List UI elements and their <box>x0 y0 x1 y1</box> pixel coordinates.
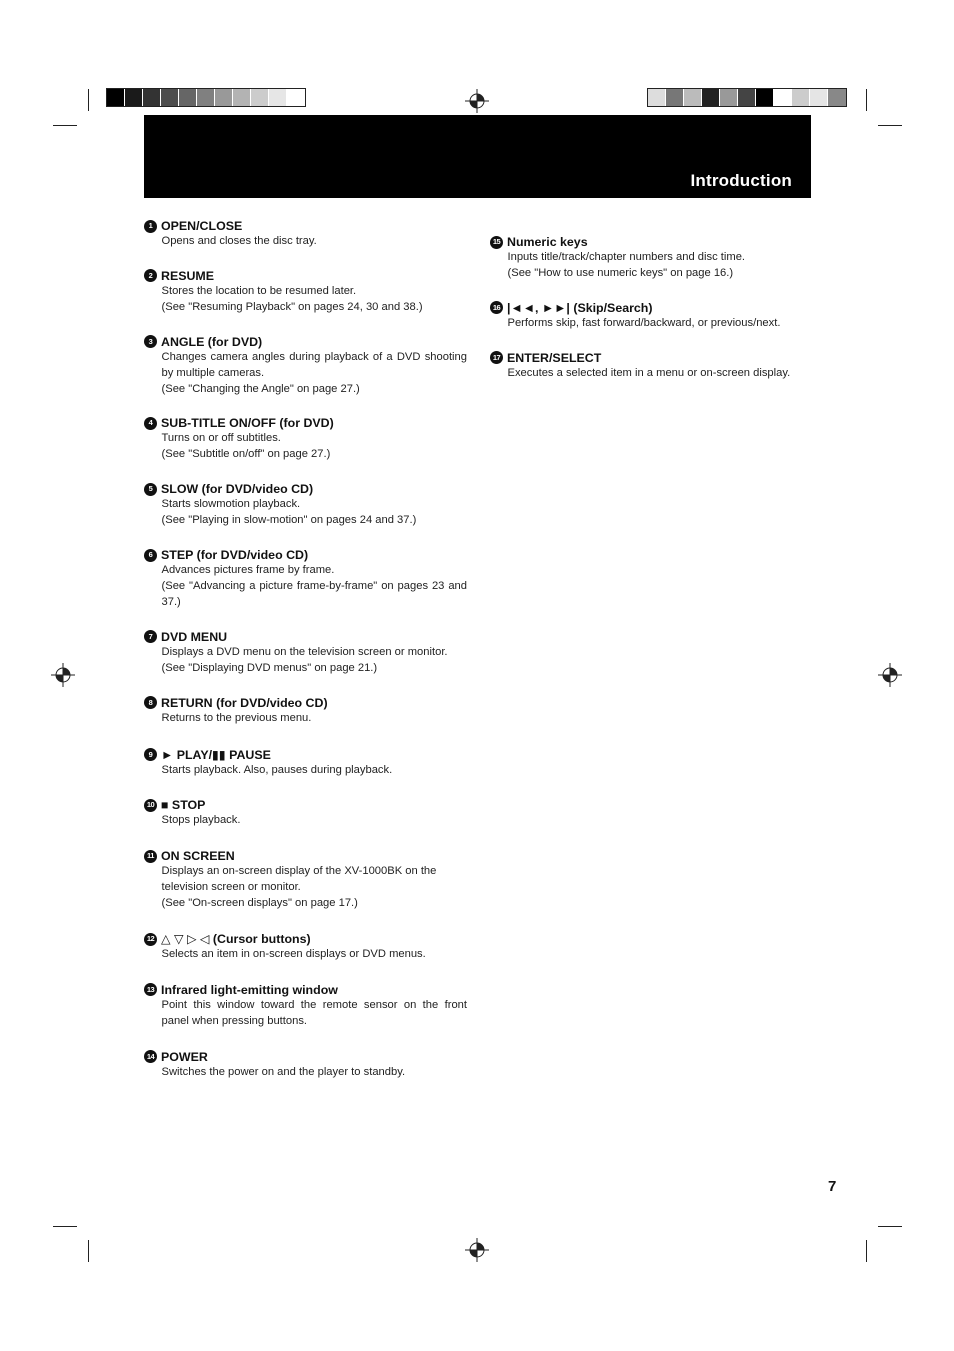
item-description: Advances pictures frame by frame. <box>161 564 335 577</box>
page-number: 7 <box>828 1178 837 1195</box>
list-item <box>144 695 467 727</box>
item-title: ► PLAY/▮▮ PAUSE <box>161 747 271 762</box>
item-description: Starts playback. Also, pauses during playback. <box>161 763 393 776</box>
item-title: |◄◄, ►►| (Skip/Search) <box>507 300 653 315</box>
crop-mark <box>53 125 77 126</box>
crop-mark <box>53 1226 77 1227</box>
list-item <box>144 268 467 316</box>
crop-mark <box>866 89 867 111</box>
item-description: Selects an item in on-screen displays or DVD menus. <box>161 948 426 961</box>
item-description: Starts slowmotion playback. <box>161 498 301 511</box>
item-title: STEP (for DVD/video CD) <box>161 548 309 563</box>
item-description: Point this window toward the remote sensor on the front panel when pressing buttons. <box>161 998 467 1027</box>
item-number-badge: 12 <box>144 933 157 946</box>
crop-mark <box>866 1240 867 1262</box>
item-reference: (See "Subtitle on/off" on page 27.) <box>161 448 331 461</box>
list-item <box>144 481 467 529</box>
item-number-badge: 17 <box>490 351 503 364</box>
item-title: Infrared light-emitting window <box>161 982 338 997</box>
list-item <box>144 848 467 912</box>
list-item <box>144 415 467 463</box>
registration-target-icon <box>51 663 75 687</box>
crop-mark <box>88 1240 89 1262</box>
item-reference: (See "Resuming Playback" on pages 24, 30 and 38.) <box>161 300 423 313</box>
item-description: Displays a DVD menu on the television screen or monitor. <box>161 645 448 658</box>
crop-mark <box>88 89 89 111</box>
item-number-badge: 7 <box>144 630 157 643</box>
item-title: RETURN (for DVD/video CD) <box>161 695 328 710</box>
item-description: Returns to the previous menu. <box>161 711 312 724</box>
item-title: ANGLE (for DVD) <box>161 334 263 349</box>
item-number-badge: 1 <box>144 220 157 233</box>
item-title: ■ STOP <box>161 798 206 813</box>
item-reference: (See "On-screen displays" on page 17.) <box>161 897 358 910</box>
item-title: ENTER/SELECT <box>507 350 602 365</box>
item-title: OPEN/CLOSE <box>161 219 243 233</box>
item-number-badge: 11 <box>144 850 157 863</box>
item-title: Numeric keys <box>507 235 588 249</box>
registration-target-icon <box>465 1238 489 1262</box>
item-number-badge: 2 <box>144 269 157 282</box>
color-calibration-bar <box>647 88 847 107</box>
list-item <box>490 300 815 332</box>
item-description: Switches the power on and the player to standby. <box>161 1065 406 1078</box>
item-reference: (See "How to use numeric keys" on page 16.) <box>507 266 734 279</box>
item-title: RESUME <box>161 268 215 283</box>
item-description: Stops playback. <box>161 814 241 827</box>
item-number-badge: 5 <box>144 483 157 496</box>
list-item <box>144 797 467 829</box>
item-number-badge: 6 <box>144 549 157 562</box>
section-title: Introduction <box>690 171 792 190</box>
list-item <box>144 629 467 677</box>
right-column <box>490 234 815 382</box>
list-item <box>144 931 467 963</box>
item-title: SUB-TITLE ON/OFF (for DVD) <box>161 416 334 431</box>
list-item <box>144 547 467 611</box>
item-title: SLOW (for DVD/video CD) <box>161 482 314 497</box>
item-description: Displays an on-screen display of the XV-1000BK on the television screen or monitor. <box>161 865 437 894</box>
item-number-badge: 9 <box>144 748 157 761</box>
item-description: Changes camera angles during playback of a DVD shooting by multiple cameras. <box>161 350 467 379</box>
item-description: Inputs title/track/chapter numbers and disc time. <box>507 251 746 263</box>
registration-target-icon <box>465 89 489 113</box>
item-description: Stores the location to be resumed later. <box>161 284 357 297</box>
item-number-badge: 15 <box>490 236 503 249</box>
list-item <box>144 747 467 779</box>
item-title: DVD MENU <box>161 629 228 644</box>
list-item <box>144 982 467 1030</box>
item-number-badge: 16 <box>490 301 503 314</box>
list-item <box>144 218 467 250</box>
list-item <box>144 1049 467 1081</box>
item-description: Performs skip, fast forward/backward, or previous/next. <box>507 316 781 329</box>
item-reference: (See "Playing in slow-motion" on pages 24 and 37.) <box>161 514 417 527</box>
item-description: Opens and closes the disc tray. <box>161 235 317 247</box>
section-header-banner <box>144 115 811 198</box>
item-reference: (See "Displaying DVD menus" on page 21.) <box>161 661 378 674</box>
crop-mark <box>878 125 902 126</box>
item-title: △ ▽ ▷ ◁ (Cursor buttons) <box>161 932 311 947</box>
item-number-badge: 10 <box>144 799 157 812</box>
item-number-badge: 3 <box>144 335 157 348</box>
crop-mark <box>878 1226 902 1227</box>
list-item <box>490 234 815 282</box>
registration-target-icon <box>878 663 902 687</box>
item-description: Executes a selected item in a menu or on-screen display. <box>507 366 791 379</box>
item-title: ON SCREEN <box>161 849 235 864</box>
item-number-badge: 13 <box>144 983 157 996</box>
item-reference: (See "Changing the Angle" on page 27.) <box>161 382 360 395</box>
list-item <box>144 334 467 398</box>
item-number-badge: 4 <box>144 417 157 430</box>
item-reference: (See "Advancing a picture frame-by-frame" on pages 23 and 37.) <box>161 579 467 608</box>
item-title: POWER <box>161 1049 208 1064</box>
left-column <box>144 218 467 1081</box>
item-number-badge: 8 <box>144 696 157 709</box>
list-item <box>490 350 815 382</box>
color-calibration-bar <box>106 88 306 107</box>
item-description: Turns on or off subtitles. <box>161 432 281 445</box>
item-number-badge: 14 <box>144 1050 157 1063</box>
